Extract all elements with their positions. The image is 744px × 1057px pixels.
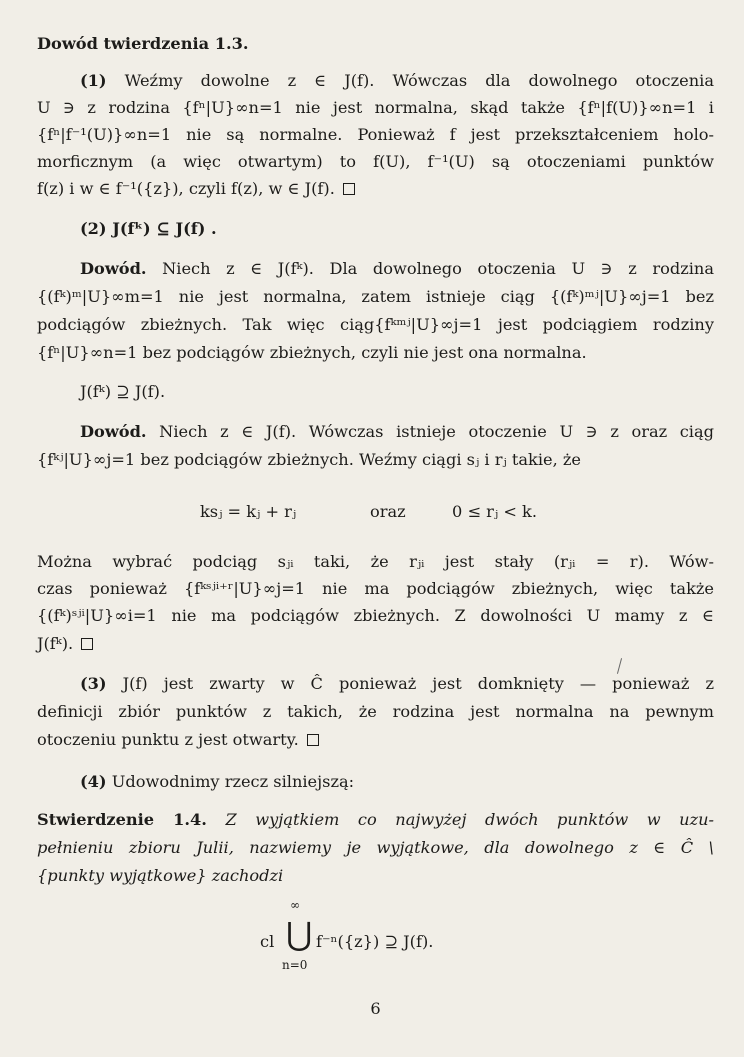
- qed-square-icon: [307, 734, 319, 746]
- part1-line3: {fⁿ|f⁻¹(U)}∞n=1 nie są normalne. Ponieważ f jest przekształceniem holo-: [37, 125, 714, 144]
- display-lower-limit: n=0: [282, 958, 308, 972]
- proposition-line1: [37, 808, 714, 832]
- equation-mid: oraz: [370, 502, 406, 521]
- part4-line: [80, 770, 714, 794]
- part3-text-1: J(f) jest zwarty w Ĉ ponieważ jest domknięty — ponieważ z: [122, 674, 714, 693]
- part4-text: Udowodnimy rzecz silniejszą:: [111, 772, 355, 791]
- part1-line4: morficznym (a więc otwartym) to f(U), f⁻¹(U) są otoczeniami punktów: [37, 152, 714, 171]
- equation-left: ksⱼ = kⱼ + rⱼ: [200, 502, 297, 521]
- part2-m1-text: Niech z ∈ J(f). Wówczas istnieje otoczenie U ∋ z oraz ciąg: [159, 422, 714, 441]
- part2-text-1: Niech z ∈ J(fᵏ). Dla dowolnego otoczenia U ∋ z rodzina: [162, 259, 714, 278]
- part3-line3: [37, 728, 714, 752]
- part1-text-5: f(z) i w ∈ f⁻¹({z}), czyli f(z), w ∈ J(f).: [37, 179, 335, 198]
- part1-line2: U ∋ z rodzina {fⁿ|U}∞n=1 nie jest normalna, skąd także {fⁿ|f(U)}∞n=1 i: [37, 98, 714, 117]
- display-union-symbol: ⋃: [286, 915, 313, 953]
- part3-line2: definicji zbiór punktów z takich, że rodzina jest normalna na pewnym: [37, 702, 714, 721]
- display-body: f⁻ⁿ({z}) ⊇ J(f).: [316, 932, 434, 951]
- proof-heading: Dowód twierdzenia 1.3.: [37, 34, 249, 53]
- part1-line5: [37, 177, 714, 201]
- part2-n1: Można wybrać podciąg sⱼᵢ taki, że rⱼᵢ jest stały (rⱼᵢ = r). Wów-: [37, 552, 714, 571]
- part2-line2: {(fᵏ)ᵐ|U}∞m=1 nie jest normalna, zatem istnieje ciąg {(fᵏ)ᵐʲ|U}∞j=1 bez: [37, 287, 714, 306]
- proposition-line2: pełnieniu zbioru Julii, nazwiemy je wyjątkowe, dla dowolnego z ∈ Ĉ \: [37, 838, 714, 857]
- part3-label: (3): [80, 674, 107, 693]
- part3-line1: [80, 672, 714, 696]
- qed-square-icon: [343, 183, 355, 195]
- part2-n3: {(fᵏ)ˢʲⁱ|U}∞i=1 nie ma podciągów zbieżnych. Z dowolności U mamy z ∈: [37, 606, 714, 625]
- part2-claim2: J(fᵏ) ⊇ J(f).: [80, 382, 166, 401]
- part1-text-1: Weźmy dowolne z ∈ J(f). Wówczas dla dowolnego otoczenia: [124, 71, 714, 90]
- part2-line3: podciągów zbieżnych. Tak więc ciąg{fᵏᵐʲ|U}∞j=1 jest podciągiem rodziny: [37, 315, 714, 334]
- part2-claim-text: (2) J(fᵏ) ⊆ J(f) .: [80, 219, 217, 238]
- qed-square-icon: [81, 638, 93, 650]
- proof-label: Dowód.: [80, 259, 147, 278]
- part2-line4: {fⁿ|U}∞n=1 bez podciągów zbieżnych, czyli nie jest ona normalna.: [37, 343, 587, 362]
- proposition-text-1: Z wyjątkiem co najwyżej dwóch punktów w uzu-: [225, 810, 714, 829]
- part2-n4-text: J(fᵏ).: [37, 634, 74, 653]
- part2-claim: [80, 217, 714, 241]
- part1-line1: [80, 69, 714, 93]
- page-number: 6: [370, 999, 381, 1018]
- part2-n2: czas ponieważ {fᵏˢʲⁱ⁺ʳ|U}∞j=1 nie ma podciągów zbieżnych, więc także: [37, 579, 714, 598]
- part4-label: (4): [80, 772, 107, 791]
- part2-line1: [80, 257, 714, 281]
- part2-n4: [37, 632, 714, 656]
- display-upper-limit: ∞: [290, 898, 300, 912]
- display-cl: cl: [260, 932, 275, 951]
- proposition-line3: {punkty wyjątkowe} zachodzi: [37, 866, 284, 885]
- part1-label: (1): [80, 71, 107, 90]
- equation-right: 0 ≤ rⱼ < k.: [452, 502, 537, 521]
- part2-m2: {fᵏʲ|U}∞j=1 bez podciągów zbieżnych. Weźmy ciągi sⱼ i rⱼ takie, że: [37, 450, 581, 469]
- part3-text-3: otoczeniu punktu z jest otwarty.: [37, 730, 299, 749]
- proposition-label: Stwierdzenie 1.4.: [37, 810, 207, 829]
- part2-m1: [80, 420, 714, 444]
- proof-label-2: Dowód.: [80, 422, 147, 441]
